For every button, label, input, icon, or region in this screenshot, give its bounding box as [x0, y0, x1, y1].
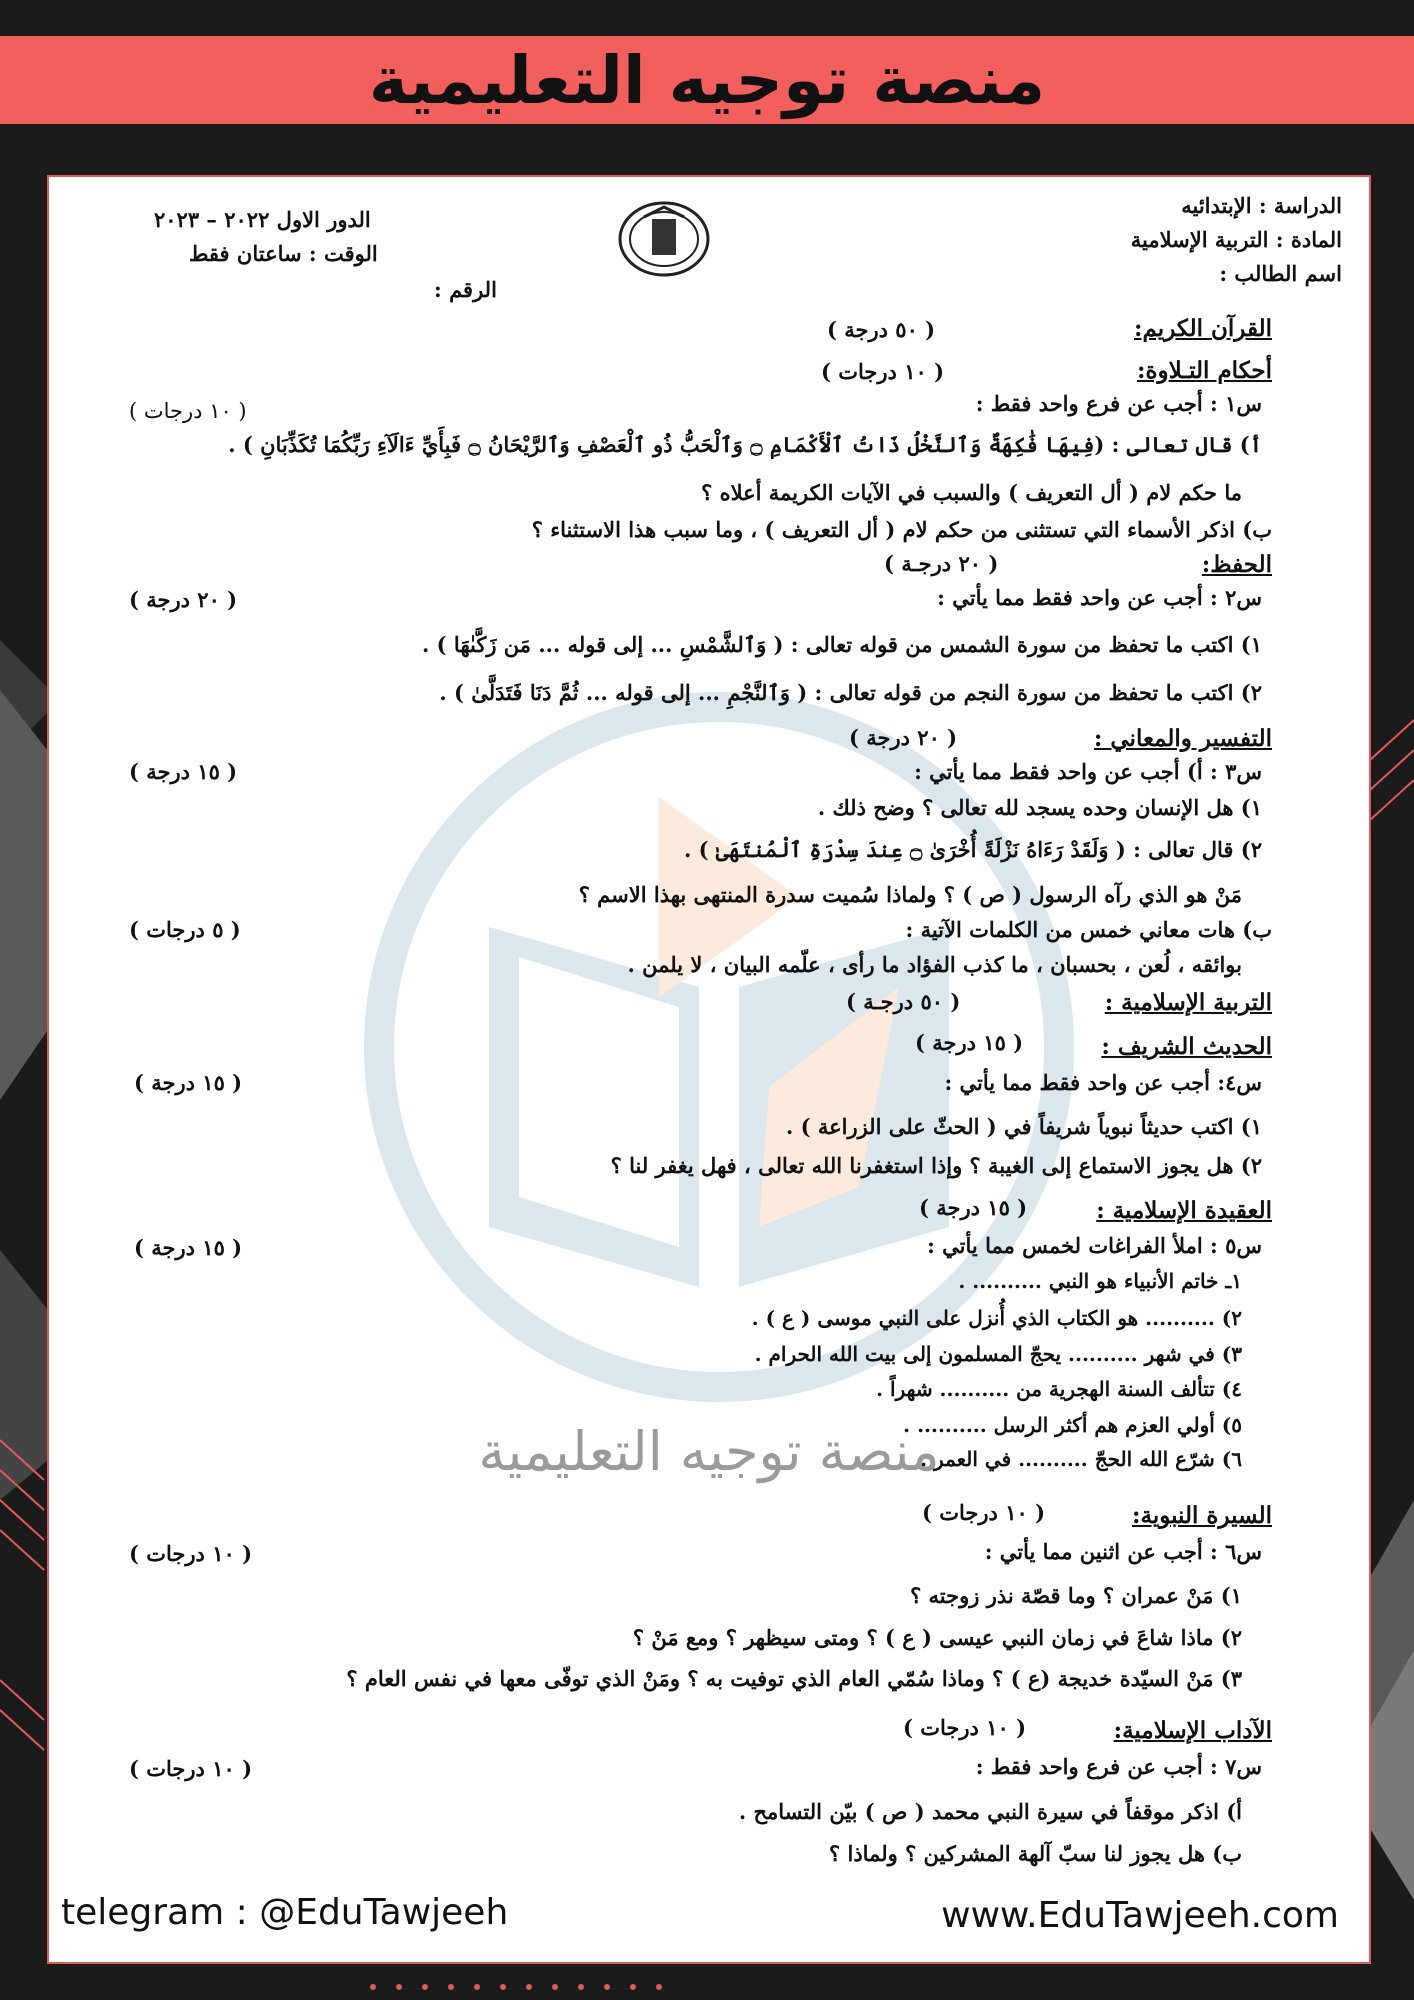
exam-sheet — [47, 175, 1371, 1964]
section-marks-quran: ( ٥٠ درجة ) — [827, 317, 936, 342]
q7-b-text: ب) هل يجوز لنا سبّ آلهة المشركين ؟ ولماذا ؟ — [829, 1841, 1242, 1866]
q6-marks: ( ١٠ درجات ) — [129, 1541, 253, 1566]
q5-item-2: ٢) .......... هو الكتاب الذي أُنزل على النبي موسى ( ع ) . — [751, 1306, 1242, 1330]
ministry-emblem-icon — [614, 199, 714, 279]
q7-label: س٧ : أجب عن فرع واحد فقط : — [975, 1754, 1262, 1779]
section-marks-tajweed: ( ١٠ درجات ) — [821, 359, 945, 384]
q2-label: س٢ : أجب عن واحد فقط مما يأتي : — [937, 585, 1262, 610]
time-label: الوقت : ساعتان فقط — [189, 241, 378, 266]
session-label: الدور الاول ٢٠٢٢ – ٢٠٢٣ — [154, 207, 371, 232]
q5-item-5: ٥) أولي العزم هم أكثر الرسل .......... . — [903, 1413, 1242, 1437]
q4-label: س٤: أجب عن واحد فقط مما يأتي : — [944, 1070, 1262, 1095]
q6-item-2: ٢) ماذا شاعَ في زمان النبي عيسى ( ع ) ؟ ومتى سيظهر ؟ ومع مَنْ ؟ — [632, 1625, 1242, 1650]
q3-words: بوائقه ، لُعن ، بحسبان ، ما كذب الفؤاد ما رأى ، علّمه البيان ، لا يلمن . — [627, 952, 1242, 977]
section-title-hifz: الحفظ: — [1201, 551, 1272, 578]
q7-a-text: أ) اذكر موقفاً في سيرة النبي محمد ( ص ) بيّن التسامح . — [738, 1799, 1242, 1824]
q5-item-3: ٣) في شهر .......... يحجّ المسلمون إلى بيت الله الحرام . — [754, 1342, 1242, 1366]
q2-item-2: ٢) اكتب ما تحفظ من سورة النجم من قوله تعالى : ( وَٱلنَّجْمِ ... إلى قوله ... ثُمَّ دَنَا فَتَدَلَّىٰ ) . — [439, 680, 1262, 705]
q6-item-3: ٣) مَنْ السيّدة خديجة (ع ) ؟ وماذا سُمّي العام الذي توفيت به ؟ ومَنْ الذي توفّى معها في نفس العام ؟ — [346, 1666, 1242, 1691]
q3-item-2: ٢) قال تعالى : ( وَلَقَدْ رَءَاهُ نَزْلَةً أُخْرَىٰ ۝ عِندَ سِدْرَةِ ٱلْمُنتَهَىٰ ) . — [683, 837, 1262, 862]
number-label: الرقم : — [434, 277, 497, 302]
section-title-tajweed: أحكام التـلاوة: — [1136, 357, 1272, 384]
q1-a-text: أ) قال تعالى : (فِيهَا فَٰكِهَةٌ وَٱلنَّخْلُ ذَاتُ ٱلْأَكْمَامِ ۝ وَٱلْحَبُّ ذُو ٱلْعَصْفِ وَٱلرَّيْحَانُ ۝ فَبِأَيِّ ءَالَآءِ رَبِّكُمَا تُكَذِّبَانِ ) . — [228, 432, 1262, 457]
subject-label: المادة : التربية الإسلامية — [1130, 227, 1342, 252]
student-name-label: اسم الطالب : — [1219, 261, 1342, 286]
title-banner — [0, 36, 1414, 124]
q5-item-4: ٤) تتألف السنة الهجرية من .......... شهراً . — [876, 1377, 1242, 1401]
stage-label: الدراسة : الإبتدائيه — [1181, 193, 1342, 218]
section-marks-aqeeda: ( ١٥ درجة ) — [919, 1195, 1028, 1220]
section-title-tafsir: التفسير والمعاني : — [1093, 725, 1272, 752]
q4-marks: ( ١٥ درجة ) — [134, 1070, 243, 1095]
q3-item-2-question: مَنْ هو الذي رآه الرسول ( ص ) ؟ ولماذا سُميت سدرة المنتهى بهذا الاسم ؟ — [578, 882, 1242, 907]
q4-item-1: ١) اكتب حديثاً نبوياً شريفاً في ( الحثّ على الزراعة ) . — [785, 1114, 1262, 1139]
q4-item-2: ٢) هل يجوز الاستماع إلى الغيبة ؟ وإذا استغفرنا الله تعالى ، فهل يغفر لنا ؟ — [610, 1153, 1262, 1178]
q1-label: س١ : أجب عن فرع واحد فقط : — [975, 391, 1262, 416]
decorative-dots — [370, 1975, 710, 1987]
section-marks-seera: ( ١٠ درجات ) — [922, 1500, 1046, 1525]
q2-marks: ( ٢٠ درجة ) — [129, 587, 238, 612]
telegram-handle: telegram : @EduTawjeeh — [61, 1892, 509, 1933]
q3-item-1: ١) هل الإنسان وحده يسجد لله تعالى ؟ وضح ذلك . — [817, 795, 1262, 820]
q3-b-marks: ( ٥ درجات ) — [129, 917, 241, 942]
q1-b-text: ب) اذكر الأسماء التي تستثنى من حكم لام ( أل التعريف ) ، وما سبب هذا الاستثناء ؟ — [531, 517, 1272, 542]
section-marks-adab: ( ١٠ درجات ) — [903, 1715, 1027, 1740]
q5-item-6: ٦) شرّع الله الحجّ .......... في العمر . — [920, 1447, 1242, 1471]
section-marks-tafsir: ( ٢٠ درجة ) — [849, 725, 958, 750]
q6-item-1: ١) مَنْ عمران ؟ وما قصّة نذر زوجته ؟ — [910, 1583, 1242, 1608]
q6-label: س٦ : أجب عن اثنين مما يأتي : — [984, 1539, 1262, 1564]
q3-b-label: ب) هات معاني خمس من الكلمات الآتية : — [905, 917, 1272, 942]
q3-label: س٣ : أ) أجب عن واحد فقط مما يأتي : — [914, 759, 1262, 784]
q7-marks: ( ١٠ درجات ) — [129, 1756, 253, 1781]
section-marks-islamic: ( ٥٠ درجـة ) — [846, 989, 961, 1014]
section-title-hadith: الحديث الشريف : — [1101, 1033, 1272, 1060]
banner-title: منصة توجيه التعليمية — [368, 41, 1046, 119]
q1-a-question: ما حكم لام ( أل التعريف ) والسبب في الآيات الكريمة أعلاه ؟ — [701, 480, 1242, 505]
section-title-adab: الآداب الإسلامية: — [1113, 1717, 1272, 1744]
q1-marks: ( ١٠ درجات ) — [129, 399, 247, 423]
watermark-text: منصة توجيه التعليمية — [478, 1420, 940, 1483]
q5-marks: ( ١٥ درجة ) — [134, 1235, 243, 1260]
website-url: www.EduTawjeeh.com — [941, 1895, 1339, 1936]
section-title-islamic: التربية الإسلامية : — [1104, 989, 1272, 1016]
section-title-quran: القرآن الكريم: — [1134, 315, 1272, 342]
q2-item-1: ١) اكتب ما تحفظ من سورة الشمس من قوله تعالى : ( وَٱلشَّمْسِ ... إلى قوله ... مَن زَكَّىٰهَا ) . — [422, 632, 1262, 657]
q3-marks: ( ١٥ درجة ) — [129, 759, 238, 784]
section-marks-hadith: ( ١٥ درجة ) — [915, 1030, 1024, 1055]
q5-label: س٥ : املأ الفراغات لخمس مما يأتي : — [927, 1233, 1262, 1258]
section-title-seera: السيرة النبوية: — [1132, 1502, 1272, 1529]
section-title-aqeeda: العقيدة الإسلامية : — [1096, 1197, 1272, 1224]
q5-item-1: ١ـ خاتم الأنبياء هو النبي .......... . — [958, 1269, 1242, 1293]
section-marks-hifz: ( ٢٠ درجـة ) — [884, 551, 999, 576]
